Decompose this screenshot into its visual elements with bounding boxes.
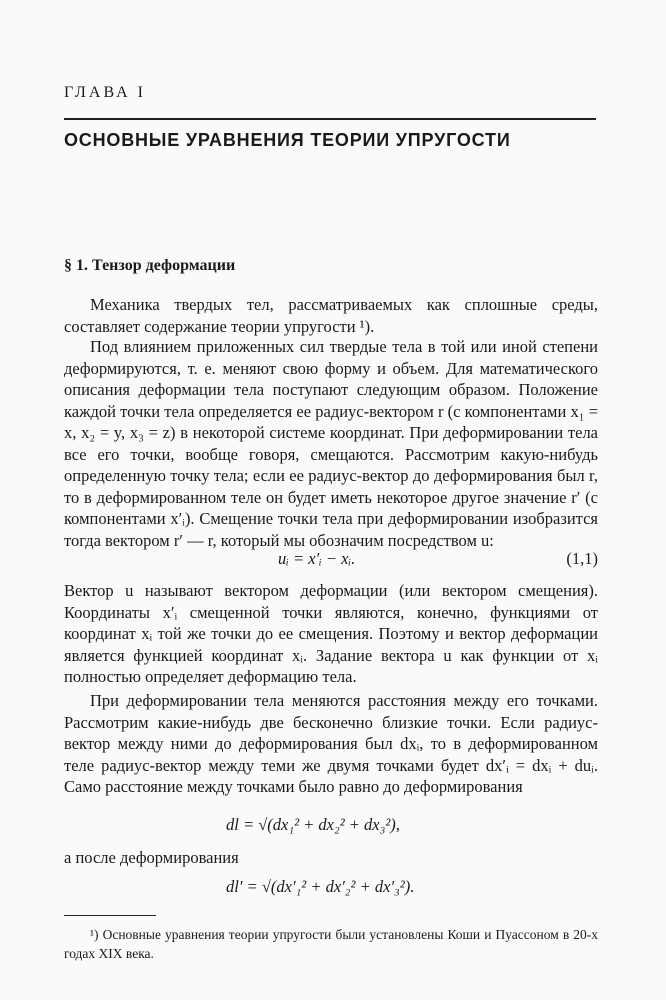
equation-dl: dl = √(dx₁² + dx₂² + dx₃²), <box>226 815 400 834</box>
chapter-title: ОСНОВНЫЕ УРАВНЕНИЯ ТЕОРИИ УПРУГОСТИ <box>64 130 511 150</box>
chapter-label: ГЛАВА I <box>64 84 146 101</box>
equation-1-1-formula: uᵢ = x′ᵢ − xᵢ. <box>278 549 356 568</box>
paragraph-1: Механика твердых тел, рассматриваемых как сплошные среды, составляет содержание теории упругости ¹). <box>64 295 598 336</box>
paragraph-3: Вектор u называют вектором деформации (или вектором смещения). Координаты x′ᵢ смещенной точки являются, конечно, функциями от координат xᵢ той же точки до ее смещения. Поэтому и вектор деформации является функцией координат xᵢ. Задание вектора u как функции от xᵢ полностью определяет деформацию тела. <box>64 581 598 686</box>
footnote: ¹) Основные уравнения теории упругости были установлены Коши и Пуассоном в 20-х годах XIX века. <box>64 927 598 961</box>
paragraph-after: а после деформирования <box>64 848 239 867</box>
equation-1-1-number: (1,1) <box>566 549 598 568</box>
footnote-rule <box>64 915 156 916</box>
equation-dl-prime: dl′ = √(dx′₁² + dx′₂² + dx′₃²). <box>226 877 415 896</box>
paragraph-2: Под влиянием приложенных сил твердые тела в той или иной степени деформируются, т. е. меняют свою форму и объем. Для математического описания деформации тела поступают следующим образом. Положение каждой точки тела определяется ее радиус-вектором r (с компонентами x₁ = x, x₂ = y, x₃ = z) в некоторой системе координат. При деформировании тела все его точки, вообще говоря, смещаются. Рассмотрим какую-нибудь определенную точку тела; если ее радиус-вектор до деформирования был r, то в деформированном теле он будет иметь некоторое другое значение r′ (с компонентами x′ᵢ). Смещение точки тела при деформировании изобразится тогда вектором r′ — r, который мы обозначим посредством u: <box>64 337 598 550</box>
chapter-rule <box>64 118 596 120</box>
paragraph-4: При деформировании тела меняются расстояния между его точками. Рассмотрим какие-нибудь две бесконечно близкие точки. Если радиус-вектор между ними до деформирования был dxᵢ, то в деформированном теле радиус-вектор между теми же двумя точками будет dx′ᵢ = dxᵢ + duᵢ. Само расстояние между точками было равно до деформирования <box>64 691 598 796</box>
section-heading: § 1. Тензор деформации <box>64 257 236 274</box>
